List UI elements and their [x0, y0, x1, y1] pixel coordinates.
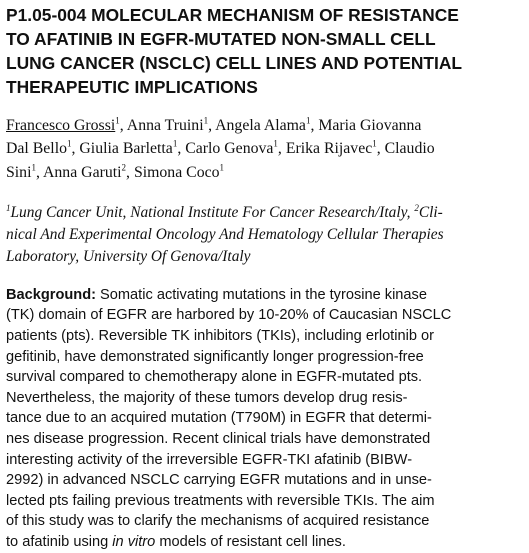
abstract-line: of this study was to clarify the mechanisms of acquired resistance [6, 513, 430, 530]
affiliation-marker: 1 [372, 139, 377, 150]
affiliation-marker: 2 [414, 202, 419, 213]
section-label: Background: [6, 286, 96, 303]
author-list [6, 114, 523, 184]
affiliation-marker: 2 [121, 162, 127, 173]
separator: , [376, 140, 385, 158]
presenting-author: Francesco Grossi [6, 117, 116, 134]
title-line: LUNG CANCER (NSCLC) CELL LINES AND POTENTIAL [6, 53, 463, 73]
abstract-line [6, 532, 523, 553]
author-name: Maria Giovanna [318, 117, 422, 134]
affiliation-marker: 1 [115, 115, 120, 126]
author-name: Giulia Barletta [79, 140, 173, 158]
separator: , [126, 163, 134, 181]
affiliation-line: Laboratory, University Of Genova/Italy [6, 247, 251, 265]
separator: , [208, 117, 216, 134]
abstract-line [6, 285, 523, 306]
author-line [6, 137, 523, 160]
author-name: Anna Garuti [43, 163, 122, 181]
affiliation-marker: 1 [203, 115, 209, 126]
abstract-text: Somatic activating mutations in the tyrosine kinase [96, 286, 427, 303]
author-name: Angela Alama [215, 117, 306, 134]
abstract-title [6, 3, 523, 99]
author-name: Anna Truini [126, 117, 204, 134]
author-name: Dal Bello [6, 140, 67, 158]
abstract-line: nes disease progression. Recent clinical trials have demonstrated [6, 431, 431, 448]
separator: , [310, 117, 319, 134]
separator: , [277, 140, 286, 158]
abstract-line: tance due to an acquired mutation (T790M) in EGFR that determi- [6, 410, 432, 427]
abstract-page [6, 3, 523, 553]
abstract-line: patients (pts). Reversible TK inhibitors (TKIs), including erlotinib or [6, 328, 434, 345]
author-name: Claudio [384, 140, 435, 158]
affiliation-marker: 1 [6, 202, 11, 213]
affiliation-marker: 1 [66, 139, 72, 150]
abstract-line: (TK) domain of EGFR are harbored by 10-20% of Caucasian NSCLC [6, 307, 452, 324]
title-line: THERAPEUTIC IMPLICATIONS [6, 77, 258, 97]
separator: , [35, 163, 43, 181]
affiliation-line [6, 202, 523, 224]
affiliation-line: nical And Experimental Oncology And Hematology Cellular Therapies [6, 225, 444, 243]
abstract-italic-term: in vitro [112, 534, 156, 551]
abstract-body [6, 285, 523, 553]
affiliation-text: Lung Cancer Unit, National Institute For Cancer Research/Italy, [10, 203, 415, 221]
separator: , [119, 117, 127, 134]
abstract-line: interesting activity of the irreversible EGFR-TKI afatinib (BIBW- [6, 451, 413, 468]
abstract-text: models of resistant cell lines. [155, 534, 346, 551]
affiliation-marker: 1 [305, 115, 311, 126]
separator: , [71, 140, 80, 158]
separator: , [177, 140, 186, 158]
author-line [6, 114, 523, 137]
affiliation-block [6, 202, 523, 268]
abstract-line: lected pts failing previous treatments with reversible TKIs. The aim [6, 492, 435, 509]
author-name: Simona Coco [133, 163, 220, 181]
abstract-line: gefitinib, have demonstrated significantly longer progression-free [6, 348, 424, 365]
title-line: P1.05-004 MOLECULAR MECHANISM OF RESISTANCE [6, 5, 459, 25]
affiliation-marker: 1 [172, 139, 178, 150]
affiliation-marker: 1 [31, 162, 36, 173]
abstract-line: 2992) in advanced NSCLC carrying EGFR mutations and in unse- [6, 472, 432, 489]
author-name: Carlo Genova [185, 140, 274, 158]
abstract-line: survival compared to chemotherapy alone in EGFR-mutated pts. [6, 369, 423, 386]
affiliation-marker: 1 [273, 139, 278, 150]
author-name: Sini [6, 163, 32, 181]
abstract-line: Nevertheless, the majority of these tumors develop drug resis- [6, 389, 408, 406]
author-line [6, 161, 523, 184]
abstract-text: to afatinib using [6, 534, 113, 551]
author-name: Erika Rijavec [285, 140, 373, 158]
affiliation-text: Cli- [418, 203, 443, 221]
title-line: TO AFATINIB IN EGFR-MUTATED NON-SMALL CELL [6, 29, 436, 49]
affiliation-marker: 1 [219, 162, 225, 173]
